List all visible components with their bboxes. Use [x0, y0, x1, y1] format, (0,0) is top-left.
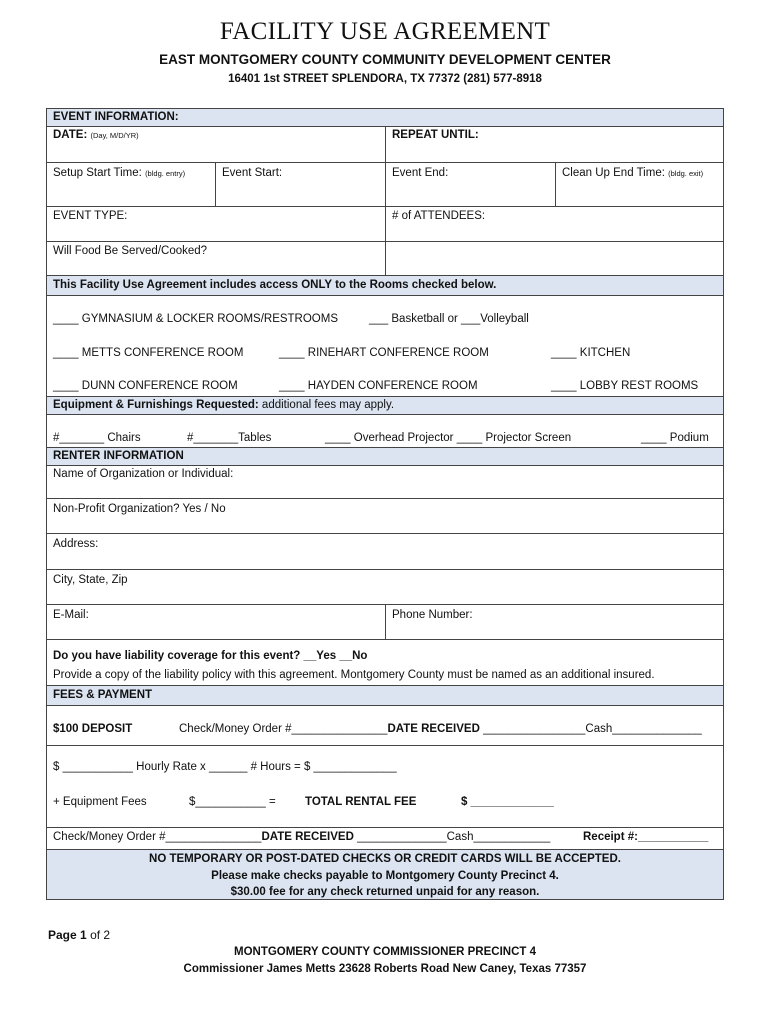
equipment-title-note: additional fees may apply.	[258, 399, 395, 411]
notice-line-1: NO TEMPORARY OR POST-DATED CHECKS OR CREDIT CARDS WILL BE ACCEPTED.	[149, 853, 621, 865]
food-row	[47, 241, 723, 275]
organization-name: EAST MONTGOMERY COUNTY COMMUNITY DEVELOPMENT CENTER	[159, 52, 611, 67]
page-current: 1	[80, 928, 87, 942]
cleanup-label: Clean Up End Time:	[562, 167, 665, 179]
date-hint: (Day, M/D/YR)	[90, 131, 139, 140]
email-label: E-Mail:	[53, 609, 89, 621]
equipment-fees-label: + Equipment Fees	[53, 796, 147, 808]
cash-line-2[interactable]: ______________Cash____________	[353, 831, 551, 843]
room-rinehart[interactable]: ____ RINEHART CONFERENCE ROOM	[279, 347, 489, 359]
event-type-label: EVENT TYPE:	[53, 210, 128, 222]
equipment-title-bold: Equipment & Furnishings Requested:	[53, 399, 259, 411]
room-kitchen[interactable]: ____ KITCHEN	[551, 347, 631, 359]
room-lobby-restrooms[interactable]: ____ LOBBY REST ROOMS	[551, 380, 699, 392]
room-gymnasium[interactable]: ____ GYMNASIUM & LOCKER ROOMS/RESTROOMS	[53, 313, 339, 325]
city-label: City, State, Zip	[53, 574, 128, 586]
food-field[interactable]	[47, 242, 385, 275]
repeat-label: REPEAT UNTIL:	[392, 129, 479, 141]
notice-line-3: $30.00 fee for any check returned unpaid for any reason.	[230, 886, 540, 898]
section-title: FEES & PAYMENT	[53, 689, 153, 701]
page-total: 2	[103, 928, 111, 942]
date-label: DATE:	[53, 129, 88, 141]
equipment-fees-amount[interactable]: $___________ =	[189, 796, 276, 808]
cleanup-end-field[interactable]	[556, 163, 723, 206]
city-field[interactable]	[47, 570, 723, 604]
room-dunn[interactable]: ____ DUNN CONFERENCE ROOM	[53, 380, 238, 392]
equipment-chairs[interactable]: #_______ Chairs	[53, 432, 141, 444]
footer-office: MONTGOMERY COUNTY COMMISSIONER PRECINCT 4	[233, 946, 536, 958]
room-hayden[interactable]: ____ HAYDEN CONFERENCE ROOM	[279, 380, 478, 392]
address-row	[47, 533, 723, 569]
hourly-calculation[interactable]: $ ___________ Hourly Rate x ______ # Hours = $ _____________	[53, 761, 397, 773]
attendees-label: # of ATTENDEES:	[392, 210, 486, 222]
room-ball-choice[interactable]: ___ Basketball or ___Volleyball	[369, 313, 529, 325]
equipment-tables[interactable]: #_______Tables	[187, 432, 272, 444]
date-received-label-2: DATE RECEIVED	[261, 831, 354, 843]
event-end-label: Event End:	[392, 167, 449, 179]
renter-name-field[interactable]	[47, 466, 723, 498]
phone-field[interactable]	[386, 605, 723, 639]
event-start-field[interactable]	[216, 163, 385, 206]
liability-question[interactable]: Do you have liability coverage for this event? __Yes __No	[53, 650, 368, 662]
city-row	[47, 569, 723, 604]
address-label: Address:	[53, 538, 99, 550]
check-number[interactable]: Check/Money Order #_______________	[179, 723, 388, 735]
check-number-2[interactable]: Check/Money Order #_______________	[53, 831, 262, 843]
setup-start-field[interactable]	[47, 163, 215, 206]
rental-calc-row	[47, 745, 723, 827]
food-label: Will Food Be Served/Cooked?	[53, 245, 208, 257]
organization-address: 16401 1st STREET SPLENDORA, TX 77372 (281) 577-8918	[228, 73, 542, 85]
page-of: of	[90, 928, 101, 942]
contact-row	[47, 604, 723, 639]
cleanup-hint: (bldg. exit)	[668, 169, 704, 178]
event-end-field[interactable]	[386, 163, 555, 206]
section-title: This Facility Use Agreement includes access ONLY to the Rooms checked below.	[53, 279, 497, 291]
payment-line[interactable]	[53, 831, 550, 843]
renter-name-row	[47, 465, 723, 498]
event-info-header	[47, 109, 723, 126]
payment-row	[47, 827, 723, 849]
times-row	[47, 162, 723, 206]
event-start-label: Event Start:	[222, 167, 283, 179]
section-title: EVENT INFORMATION:	[53, 111, 179, 123]
page-number	[48, 928, 110, 942]
event-type-row	[47, 206, 723, 241]
deposit-payment-line[interactable]	[179, 723, 702, 735]
equipment-title	[47, 397, 400, 414]
event-type-field[interactable]	[47, 207, 385, 241]
fees-header	[47, 685, 723, 705]
equipment-header	[47, 396, 723, 414]
payment-notice	[47, 849, 723, 899]
phone-label: Phone Number:	[392, 609, 473, 621]
section-title: RENTER INFORMATION	[53, 450, 184, 462]
nonprofit-field[interactable]	[47, 499, 723, 533]
equipment-row	[47, 414, 723, 447]
attendees-field[interactable]	[386, 207, 723, 241]
cash-line[interactable]: ________________Cash______________	[479, 723, 702, 735]
date-row	[47, 126, 723, 162]
date-received-label: DATE RECEIVED	[387, 723, 480, 735]
rooms-block	[47, 295, 723, 396]
deposit-row	[47, 705, 723, 745]
nonprofit-label: Non-Profit Organization? Yes / No	[53, 503, 226, 515]
repeat-until-field[interactable]	[386, 127, 723, 162]
rooms-header	[47, 275, 723, 295]
room-metts[interactable]: ____ METTS CONFERENCE ROOM	[53, 347, 244, 359]
footer-address: Commissioner James Metts 23628 Roberts Road New Caney, Texas 77357	[183, 963, 587, 975]
receipt-number[interactable]: Receipt #:___________	[583, 831, 709, 843]
liability-note: Provide a copy of the liability policy with this agreement. Montgomery County must be named as an additional insured.	[53, 669, 655, 681]
food-answer-field[interactable]	[386, 242, 723, 275]
deposit-label: $100 DEPOSIT	[53, 723, 133, 735]
address-field[interactable]	[47, 534, 723, 569]
renter-header	[47, 447, 723, 465]
document-title: FACILITY USE AGREEMENT	[219, 18, 551, 45]
date-field[interactable]	[47, 127, 385, 162]
nonprofit-row	[47, 498, 723, 533]
renter-name-label: Name of Organization or Individual:	[53, 468, 234, 480]
equipment-podium[interactable]: ____ Podium	[641, 432, 709, 444]
total-rental-fee-amount[interactable]: $ _____________	[461, 796, 554, 808]
email-field[interactable]	[47, 605, 385, 639]
setup-hint: (bldg. entry)	[145, 169, 186, 178]
agreement-form	[46, 108, 724, 900]
equipment-projector[interactable]: ____ Overhead Projector ____ Projector Screen	[325, 432, 572, 444]
setup-label: Setup Start Time:	[53, 167, 142, 179]
liability-row	[47, 639, 723, 685]
page-prefix: Page	[48, 928, 77, 942]
total-rental-fee-label: TOTAL RENTAL FEE	[305, 796, 417, 808]
notice-line-2: Please make checks payable to Montgomery County Precinct 4.	[211, 870, 559, 882]
